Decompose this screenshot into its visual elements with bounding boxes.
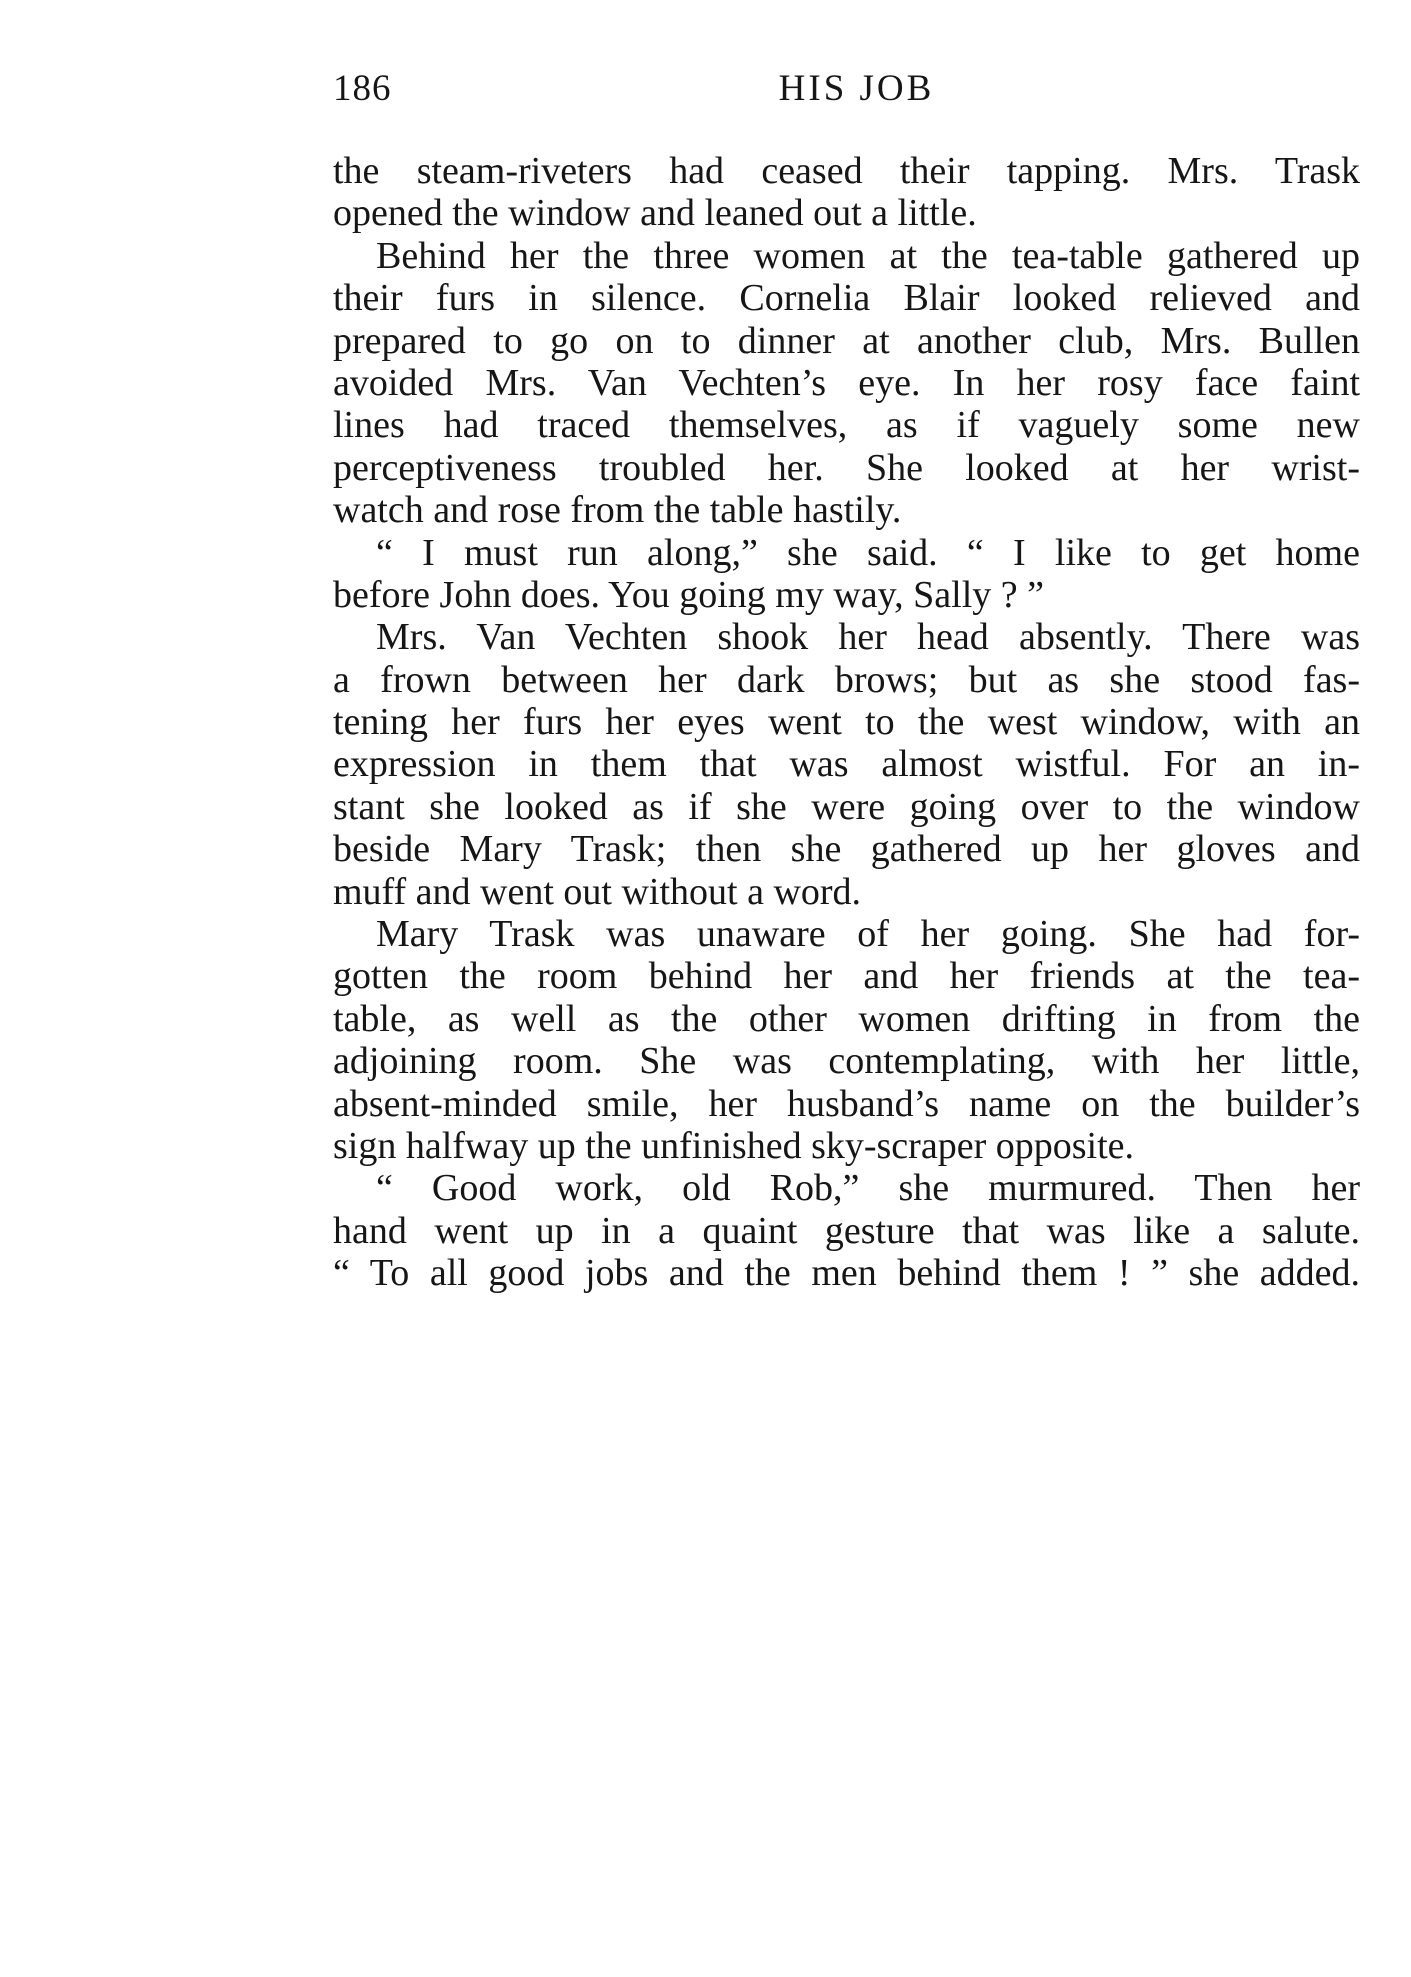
paragraph-first-line: Behind her the three women at the tea-table gathered up [376, 234, 1360, 277]
text-line: lines had traced themselves, as if vaguely some new [333, 404, 1360, 447]
text-line: table, as well as the other women drifting in from the [333, 997, 1360, 1040]
text-line: tening her furs her eyes went to the west window, with an [333, 701, 1360, 744]
paragraph-first-line: Mrs. Van Vechten shook her head absently. There was [376, 616, 1360, 659]
running-title: HIS JOB [778, 68, 935, 109]
paragraph-first-line: “ I must run along,” she said. “ I like to get home [376, 531, 1360, 574]
body-text [333, 150, 1360, 1295]
running-head [333, 64, 1360, 114]
text-line: muff and went out without a word. [333, 870, 862, 913]
page-number: 186 [333, 68, 392, 109]
text-line: expression in them that was almost wistful. For an in- [333, 743, 1360, 786]
text-line: before John does. You going my way, Sally ? ” [333, 573, 1045, 616]
text-line: sign halfway up the unfinished sky-scraper opposite. [333, 1124, 1134, 1167]
paragraph-first-line: “ Good work, old Rob,” she murmured. Then her [376, 1167, 1360, 1210]
text-line: adjoining room. She was contemplating, with her little, [333, 1040, 1360, 1083]
text-line: beside Mary Trask; then she gathered up her gloves and [333, 828, 1360, 871]
text-line: “ To all good jobs and the men behind them ! ” she added. [333, 1252, 1360, 1295]
text-line: watch and rose from the table hastily. [333, 489, 902, 532]
text-line: avoided Mrs. Van Vechten’s eye. In her rosy face faint [333, 361, 1360, 404]
text-line: a frown between her dark brows; but as she stood fas- [333, 658, 1360, 701]
paragraph-first-line: Mary Trask was unaware of her going. She had for- [376, 913, 1360, 956]
text-line: prepared to go on to dinner at another club, Mrs. Bullen [333, 319, 1360, 362]
text-line: the steam-riveters had ceased their tapping. Mrs. Trask [333, 150, 1360, 192]
text-line: gotten the room behind her and her friends at the tea- [333, 955, 1360, 998]
text-line: opened the window and leaned out a little. [333, 192, 977, 235]
text-line: absent-minded smile, her husband’s name on the builder’s [333, 1082, 1360, 1125]
text-line: their furs in silence. Cornelia Blair looked relieved and [333, 277, 1360, 320]
text-line: perceptiveness troubled her. She looked at her wrist- [333, 446, 1360, 489]
text-line: stant she looked as if she were going over to the window [333, 785, 1360, 828]
text-line: hand went up in a quaint gesture that was like a salute. [333, 1209, 1360, 1252]
